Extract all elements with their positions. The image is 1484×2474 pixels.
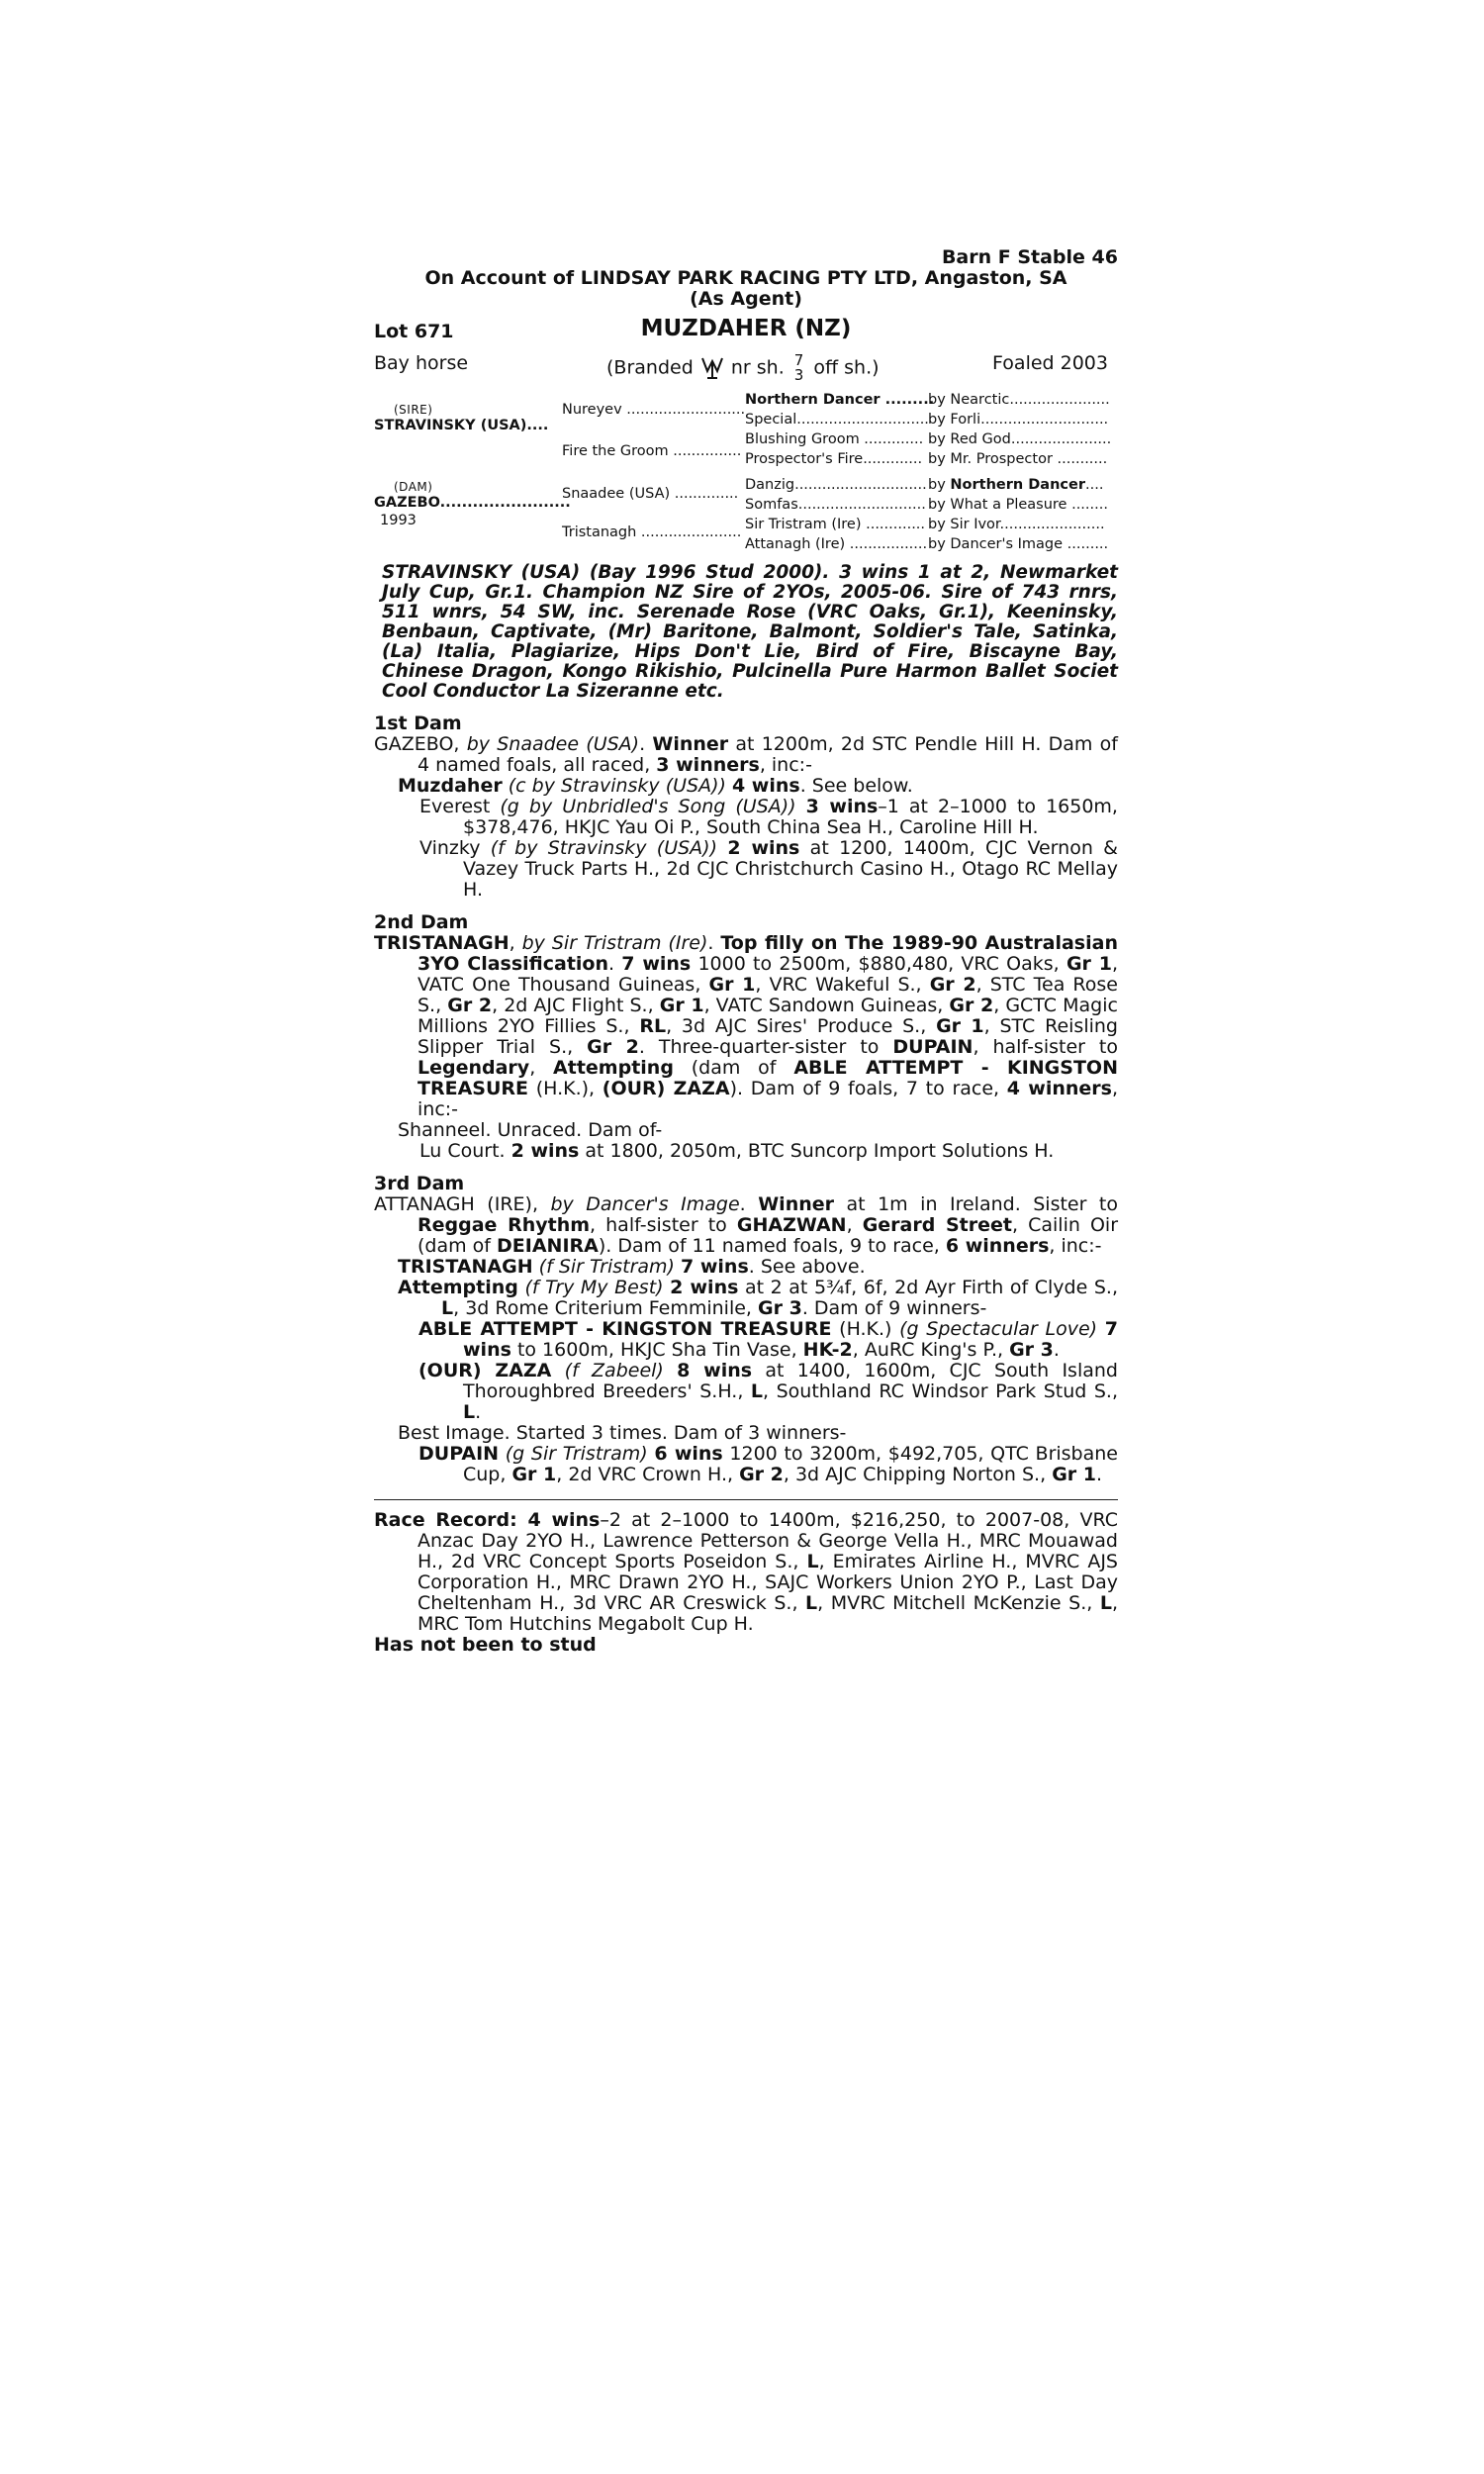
first-dam-progeny-3	[374, 838, 1118, 901]
text-run: Race Record:	[374, 1509, 528, 1531]
first-dam-progeny-1	[374, 776, 1118, 797]
text-run	[1097, 1318, 1105, 1340]
text-run: , inc:-	[759, 754, 812, 776]
text-run: ,	[846, 1214, 863, 1236]
text-run: .	[1053, 1339, 1060, 1361]
lot-row	[374, 316, 1118, 347]
text-run: 8 wins	[677, 1360, 753, 1381]
text-run: , AuRC King's P.,	[852, 1339, 1010, 1361]
text-run: Gr 2	[949, 995, 994, 1016]
pedigree-gg1: Northern Dancer .........	[745, 392, 935, 408]
text-run: Attempting	[398, 1277, 518, 1298]
text-run: Gr 1	[659, 995, 704, 1016]
text-run: 2 wins	[670, 1277, 739, 1298]
text-run: –1 at 2–1000 to 1650m, $378,476, HKJC Yau Oi P., South China Sea H., Caroline Hill H.	[463, 796, 1118, 838]
pedigree-by4: by Mr. Prospector ...........	[928, 451, 1108, 467]
text-run	[717, 837, 727, 859]
brand-fraction-bottom: 3	[793, 366, 804, 384]
text-run: (dam of	[673, 1057, 794, 1079]
pedigree-gg3: Blushing Groom .............	[745, 431, 924, 447]
text-run: .	[707, 932, 721, 954]
text-run: , MRC Tom Hutchins Megabolt Cup H.	[417, 1592, 1119, 1635]
text-run: Winner	[652, 733, 729, 755]
vendor-agent: (As Agent)	[690, 288, 802, 310]
text-run: Gr 3	[758, 1297, 802, 1319]
text-run: at 1200m, 2d STC Pendle Hill H. Dam of 4 named foals, all raced,	[417, 733, 1118, 776]
pedigree-by1: by Nearctic......................	[928, 392, 1110, 408]
text-run: . Dam of 9 winners-	[801, 1297, 987, 1319]
text-run	[796, 796, 806, 817]
second-dam-progeny-2	[374, 1141, 1118, 1162]
text-run: .	[1096, 1464, 1103, 1485]
text-run: , 2d AJC Flight S.,	[492, 995, 660, 1016]
third-dam-progeny-1	[374, 1257, 1118, 1278]
text-run: L	[463, 1401, 476, 1423]
text-run: TRISTANAGH	[398, 1256, 533, 1278]
text-run: Gr 1	[1066, 953, 1112, 975]
race-record	[374, 1510, 1118, 1635]
text-run: Everest	[419, 796, 501, 817]
brand-description	[606, 353, 880, 383]
text-run: at 1200, 1400m, CJC Vernon & Vazey Truck Parts H., 2d CJC Christchurch Casino H., Otago RC Mellay H.	[463, 837, 1118, 901]
text-run: (g by Unbridled's Song (USA))	[500, 796, 796, 817]
barn-stable: Barn F Stable 46	[941, 246, 1118, 268]
brand-prefix: (Branded	[606, 356, 694, 379]
text-run: , VRC Wakeful S.,	[755, 974, 930, 996]
brand-fraction-top: 7	[793, 351, 804, 369]
pedigree-dam-dam: Tristanagh ......................	[562, 524, 742, 540]
text-run: DUPAIN	[418, 1443, 500, 1465]
pedigree-gg4: Prospector's Fire.............	[745, 451, 923, 467]
text-run: (f Sir Tristram)	[532, 1256, 675, 1278]
pedigree-by2: by Forli............................	[928, 412, 1109, 428]
text-run: , STC Reisling Slipper Trial S.,	[417, 1015, 1118, 1058]
text-run: DUPAIN	[892, 1036, 974, 1058]
text-run: 2 wins	[727, 837, 800, 859]
dam-name: GAZEBO........................	[374, 495, 571, 511]
sire-note: STRAVINSKY (USA) (Bay 1996 Stud 2000). 3 wins 1 at 2, Newmarket July Cup, Gr.1. Champion NZ Sire of 2YOs, 2005-06. Sire of 743 rnrs, 511 wnrs, 54 SW, inc. Serenade Rose (VRC Oaks, Gr.1), Keeninsky, Benbaun, Captivate, (Mr) Baritone, Balmont, Soldier's Tale, Satinka, (La) Italia, Plagiarize, Hips Don't Lie, Bird of Fire, Biscayne Bay, Chinese Dragon, Kongo Rikishio, Pulcinella Pure Harmon Ballet Societ Cool Conductor La Sizeranne etc.	[382, 562, 1118, 702]
first-dam-heading: 1st Dam	[374, 713, 462, 734]
text-run: (f Try My Best)	[517, 1277, 664, 1298]
first-dam-paragraph	[374, 734, 1118, 776]
stud-note: Has not been to stud	[374, 1634, 597, 1656]
third-dam-paragraph	[374, 1194, 1118, 1257]
text-run: Top filly on The 1989-90 Australasian 3YO Classification	[417, 932, 1118, 975]
pedigree-table	[374, 391, 1118, 552]
text-run: 6 wins	[654, 1443, 723, 1465]
text-run: L	[750, 1380, 764, 1402]
text-run: ABLE ATTEMPT - KINGSTON TREASURE	[417, 1057, 1118, 1099]
lot-number: Lot 671	[374, 321, 454, 342]
text-run: Shanneel. Unraced. Dam of-	[398, 1119, 663, 1141]
text-run: ATTANAGH (IRE),	[374, 1193, 551, 1215]
text-run: by Snaadee (USA)	[466, 733, 640, 755]
text-run: Gerard Street	[862, 1214, 1012, 1236]
text-run: , 3d AJC Chipping Norton S.,	[783, 1464, 1053, 1485]
text-run: (OUR) ZAZA	[418, 1360, 552, 1381]
catalogue-page	[374, 247, 1118, 1656]
pedigree-by5	[928, 476, 1103, 495]
text-run: 3 wins	[805, 796, 879, 817]
text-run: (H.K.),	[528, 1078, 603, 1099]
text-run: Legendary	[417, 1057, 530, 1079]
text-run: 7 wins	[681, 1256, 749, 1278]
text-run: 7 wins	[621, 953, 692, 975]
brand-fraction	[794, 353, 804, 383]
third-dam-progeny-4	[374, 1361, 1118, 1423]
text-run: Gr 2	[587, 1036, 639, 1058]
text-run: ,	[529, 1057, 554, 1079]
text-run: Reggae Rhythm	[417, 1214, 591, 1236]
text-run: 4 wins	[527, 1509, 601, 1531]
text-run: , 3d Rome Criterium Femminile,	[453, 1297, 759, 1319]
text-run: Gr 1	[1052, 1464, 1096, 1485]
text-run: (f Zabeel)	[551, 1360, 664, 1381]
sire-label: (SIRE)	[394, 403, 433, 417]
first-dam-progeny-2	[374, 797, 1118, 838]
text-run: .	[739, 1193, 759, 1215]
text-run: GHAZWAN	[736, 1214, 847, 1236]
text-run	[664, 1360, 677, 1381]
third-dam-progeny-6	[374, 1444, 1118, 1485]
text-run: ). Dam of 11 named foals, 9 to race,	[598, 1235, 946, 1257]
dam-foaled-year: 1993	[380, 513, 417, 528]
pedigree-by5-post: ....	[1085, 477, 1104, 493]
third-dam-progeny-2	[374, 1278, 1118, 1319]
pedigree-gg8: Attanagh (Ire) .................	[745, 536, 928, 552]
pedigree-sire-sire: Nureyev ..........................	[562, 402, 746, 418]
text-run: Gr 2	[929, 974, 976, 996]
text-run: (OUR) ZAZA	[602, 1078, 730, 1099]
section-divider	[374, 1499, 1118, 1500]
text-run: , Southland RC Windsor Park Stud S.,	[763, 1380, 1118, 1402]
text-run: DEIANIRA	[497, 1235, 599, 1257]
text-run: Muzdaher	[398, 775, 503, 797]
text-run: . See above.	[748, 1256, 866, 1278]
third-dam-progeny-3	[374, 1319, 1118, 1361]
text-run: ,	[509, 932, 522, 954]
text-run: (g Sir Tristram)	[499, 1443, 648, 1465]
text-run: L	[805, 1592, 818, 1614]
text-run: –2 at 2–1000 to 1400m, $216,250, to 2007-08, VRC Anzac Day 2YO H., Lawrence Petterson & George Vella H., MRC Mouawad H., 2d VRC Concept Sports Poseidon S.,	[417, 1509, 1118, 1572]
text-run: Winner	[758, 1193, 834, 1215]
pedigree-dam-sire: Snaadee (USA) ..............	[562, 486, 739, 502]
foaled-year: Foaled 2003	[992, 352, 1108, 374]
pedigree-sire-dam: Fire the Groom ...............	[562, 443, 742, 459]
dam-label: (DAM)	[394, 480, 433, 494]
text-run: L	[1099, 1592, 1112, 1614]
text-run: (c by Stravinsky (USA))	[502, 775, 726, 797]
text-run: 6 winners	[945, 1235, 1050, 1257]
third-dam-heading: 3rd Dam	[374, 1173, 465, 1194]
text-run: L	[806, 1551, 819, 1572]
text-run: 3 winners	[656, 754, 760, 776]
pedigree-by6: by What a Pleasure ........	[928, 497, 1108, 513]
text-run: Best Image. Started 3 times. Dam of 3 winners-	[398, 1422, 847, 1444]
text-run: .	[608, 953, 622, 975]
text-run: , 2d VRC Crown H.,	[556, 1464, 740, 1485]
text-run: , Emirates Airline H., MVRC AJS Corporation H., MRC Drawn 2YO H., SAJC Workers Union 2YO P., Last Day Cheltenham H., 3d VRC AR Creswick S.,	[417, 1551, 1118, 1614]
sire-name: STRAVINSKY (USA)....	[374, 418, 549, 433]
brand-row	[374, 347, 1118, 385]
text-run: at 2 at 5¾f, 6f, 2d Ayr Firth of Clyde S.,	[738, 1277, 1118, 1298]
text-run: .	[639, 733, 653, 755]
text-run: GAZEBO,	[374, 733, 467, 755]
pedigree-by7: by Sir Ivor.......................	[928, 517, 1105, 532]
text-run: (f by Stravinsky (USA))	[490, 837, 718, 859]
horse-name: MUZDAHER (NZ)	[640, 316, 852, 341]
text-run: 1200 to 3200m, $492,705, QTC Brisbane Cup,	[463, 1443, 1118, 1485]
text-run: , VATC Sandown Guineas,	[703, 995, 950, 1016]
pedigree-gg2: Special.............................	[745, 412, 929, 428]
text-run: Gr 1	[708, 974, 756, 996]
text-run: , STC Tea Rose S.,	[417, 974, 1118, 1016]
text-run: Gr 3	[1009, 1339, 1054, 1361]
text-run: , 3d AJC Sires' Produce S.,	[666, 1015, 937, 1037]
text-run: 2 wins	[510, 1140, 580, 1162]
second-dam-paragraph	[374, 933, 1118, 1120]
text-run: (g Spectacular Love)	[899, 1318, 1098, 1340]
text-run: Gr 2	[447, 995, 493, 1016]
text-run: , half-sister to	[973, 1036, 1118, 1058]
text-run: Gr 2	[739, 1464, 784, 1485]
text-run: . See below.	[799, 775, 913, 797]
text-run: ). Dam of 9 foals, 7 to race,	[729, 1078, 1007, 1099]
text-run: RL	[639, 1015, 667, 1037]
text-run: L	[441, 1297, 454, 1319]
pedigree-gg5: Danzig.............................	[745, 477, 927, 493]
text-run: Attempting	[553, 1057, 674, 1079]
pedigree-by5-bold: Northern Dancer	[950, 477, 1085, 493]
text-run: at 1400, 1600m, CJC South Island Thoroughbred Breeders' S.H.,	[463, 1360, 1118, 1402]
text-run: Vinzky	[419, 837, 491, 859]
brand-suffix: off sh.)	[813, 356, 880, 379]
text-run: 4 winners	[1006, 1078, 1112, 1099]
text-run: at 1800, 2050m, BTC Suncorp Import Solutions H.	[579, 1140, 1055, 1162]
brand-mark-icon	[699, 355, 725, 381]
text-run: to 1600m, HKJC Sha Tin Vase,	[510, 1339, 803, 1361]
pedigree-gg7: Sir Tristram (Ire) .............	[745, 517, 926, 532]
second-dam-progeny-1	[374, 1120, 1118, 1141]
text-run: TRISTANAGH	[374, 932, 510, 954]
text-run: , inc:-	[1049, 1235, 1102, 1257]
text-run: Gr 1	[511, 1464, 557, 1485]
text-run: .	[475, 1401, 482, 1423]
text-run: Gr 1	[936, 1015, 984, 1037]
pedigree-gg6: Somfas............................	[745, 497, 926, 513]
text-run: by Dancer's Image	[550, 1193, 740, 1215]
text-run: , GCTC Magic Millions 2YO Fillies S.,	[417, 995, 1118, 1037]
text-run: , VATC One Thousand Guineas,	[417, 953, 1118, 996]
text-run: Lu Court.	[419, 1140, 511, 1162]
text-run: (H.K.)	[831, 1318, 900, 1340]
pedigree-by8: by Dancer's Image .........	[928, 536, 1109, 552]
horse-color-sex: Bay horse	[374, 352, 469, 374]
text-run: . Three-quarter-sister to	[638, 1036, 893, 1058]
text-run: , MVRC Mitchell McKenzie S.,	[817, 1592, 1100, 1614]
brand-mid: nr sh.	[730, 356, 785, 379]
text-run: ABLE ATTEMPT - KINGSTON TREASURE	[418, 1318, 832, 1340]
text-run: at 1m in Ireland. Sister to	[834, 1193, 1118, 1215]
third-dam-progeny-5	[374, 1423, 1118, 1444]
text-run: 7 wins	[463, 1318, 1118, 1361]
vendor-account: On Account of LINDSAY PARK RACING PTY LTD, Angaston, SA	[424, 267, 1067, 289]
text-run: 1000 to 2500m, $880,480, VRC Oaks,	[691, 953, 1067, 975]
text-run: by Sir Tristram (Ire)	[521, 932, 708, 954]
text-run: , inc:-	[417, 1078, 1119, 1120]
pedigree-by5-pre: by	[928, 477, 951, 493]
pedigree-by3: by Red God......................	[928, 431, 1112, 447]
text-run: , Cailin Oir (dam of	[417, 1214, 1119, 1257]
second-dam-heading: 2nd Dam	[374, 911, 469, 933]
text-run: , half-sister to	[590, 1214, 737, 1236]
text-run: 4 wins	[731, 775, 800, 797]
text-run: HK-2	[802, 1339, 853, 1361]
